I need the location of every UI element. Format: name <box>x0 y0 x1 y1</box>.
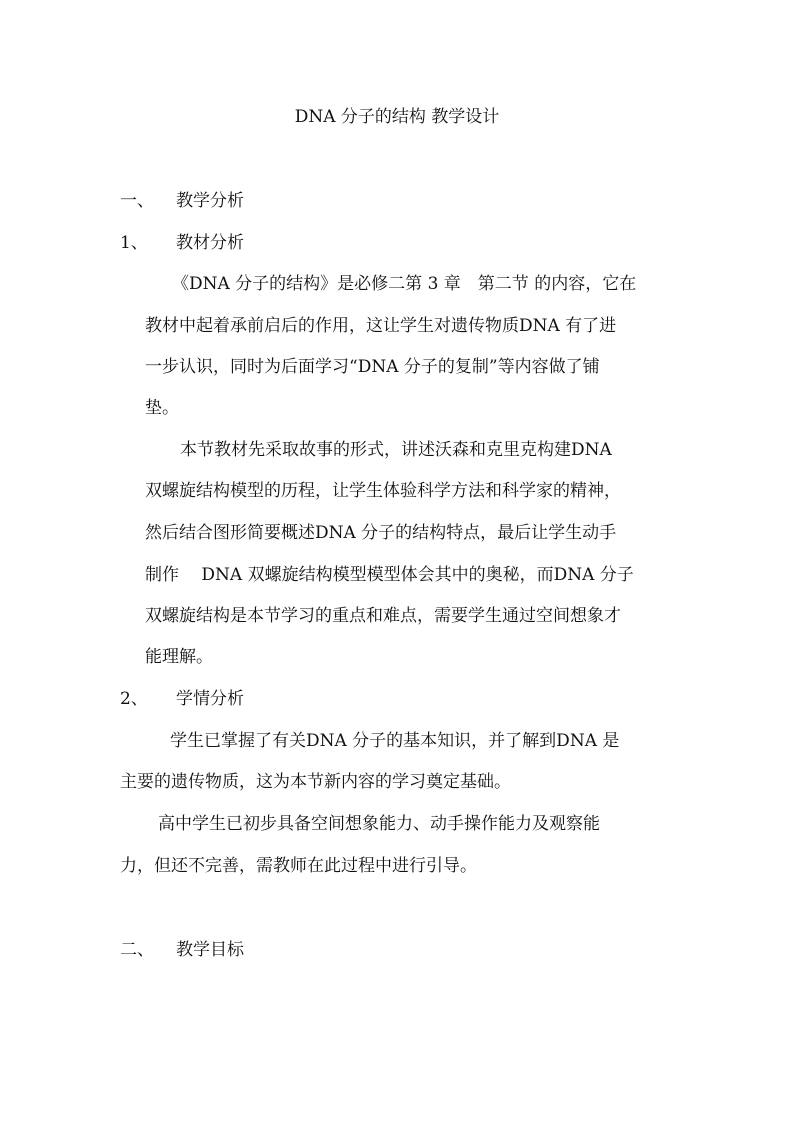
paragraph-line: 垫。 <box>145 398 179 418</box>
section-2-number: 二、 <box>120 940 154 960</box>
paragraph-line: 一步认识，同时为后面学习“DNA 分子的复制”等内容做了铺 <box>145 357 600 377</box>
paragraph-line: 力，但还不完善，需教师在此过程中进行引导。 <box>120 856 477 876</box>
paragraph-line: 《DNA 分子的结构》是必修二第 3 章 第二节 的内容，它在 <box>172 274 637 294</box>
subsection-1-number: 1、 <box>120 233 148 253</box>
section-1-heading: 教学分析 <box>176 191 244 211</box>
subsection-2-heading: 学情分析 <box>176 689 244 709</box>
paragraph-line: 双螺旋结构是本节学习的重点和难点，需要学生通过空间想象才 <box>145 606 621 626</box>
subsection-1-heading: 教材分析 <box>176 233 244 253</box>
paragraph-line: 双螺旋结构模型的历程，让学生体验科学方法和科学家的精神， <box>145 481 621 501</box>
paragraph-line: 制作 DNA 双螺旋结构模型模型体会其中的奥秘，而DNA 分子 <box>145 565 634 585</box>
document-title: DNA 分子的结构 教学设计 <box>294 107 500 127</box>
paragraph-line: 然后结合图形简要概述DNA 分子的结构特点，最后让学生动手 <box>145 523 617 543</box>
section-2-heading: 教学目标 <box>176 940 244 960</box>
paragraph-line: 学生已掌握了有关DNA 分子的基本知识，并了解到DNA 是 <box>170 731 620 751</box>
paragraph-line: 能理解。 <box>145 647 213 667</box>
paragraph-line: 教材中起着承前启后的作用，这让学生对遗传物质DNA 有了进 <box>145 316 617 336</box>
paragraph-line: 高中学生已初步具备空间想象能力、动手操作能力及观察能 <box>158 814 600 834</box>
section-1-number: 一、 <box>120 191 154 211</box>
paragraph-line: 主要的遗传物质，这为本节新内容的学习奠定基础。 <box>120 772 511 792</box>
subsection-2-number: 2、 <box>120 689 148 709</box>
paragraph-line: 本节教材先采取故事的形式，讲述沃森和克里克构建DNA <box>180 440 612 460</box>
